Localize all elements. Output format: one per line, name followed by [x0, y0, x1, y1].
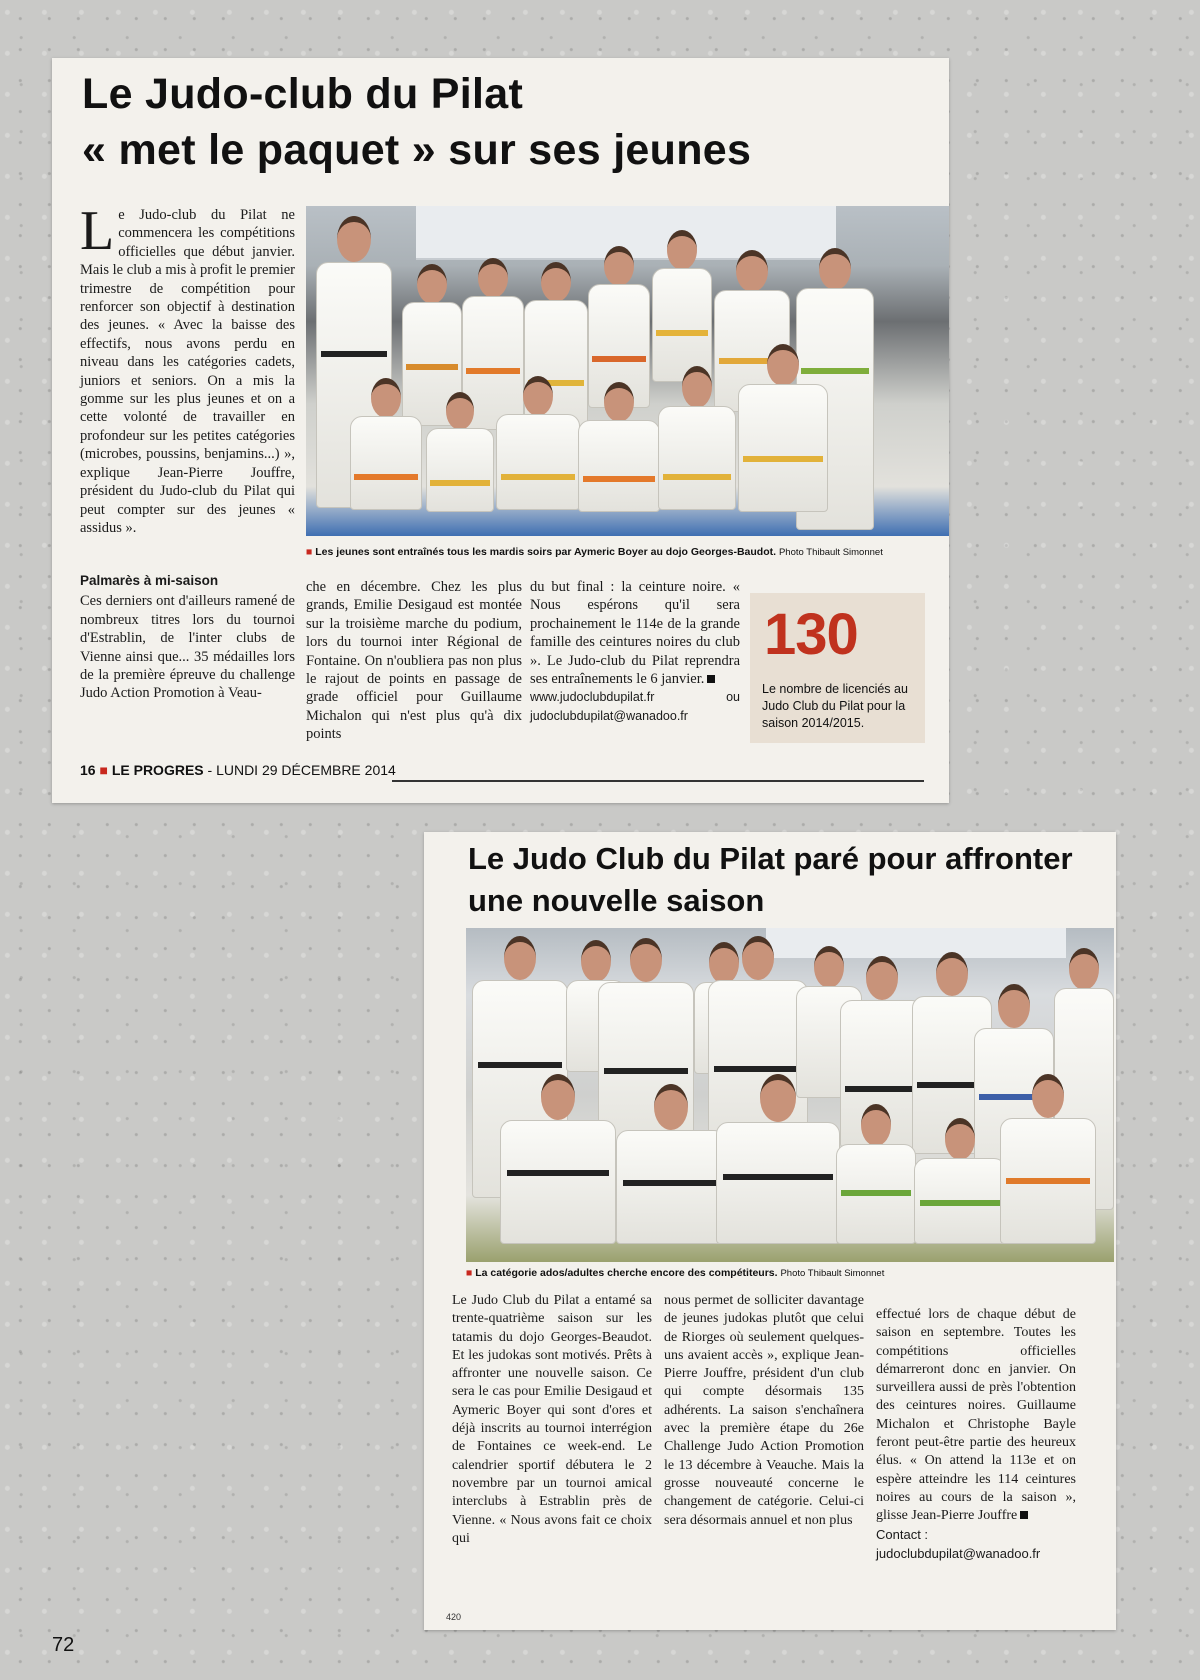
- judoka-figure: [500, 1074, 616, 1242]
- stat-number: 130: [764, 602, 858, 667]
- article2-contact-email: judoclubdupilat@wanadoo.fr: [876, 1545, 1041, 1561]
- footer-date: - LUNDI 29 DÉCEMBRE 2014: [207, 762, 396, 778]
- judoka-figure: [738, 344, 828, 510]
- article1-headline: [82, 66, 751, 178]
- stat-description: Le nombre de licenciés au Judo Club du Pilat pour la saison 2014/2015.: [762, 682, 908, 730]
- article2-small-number: 420: [446, 1612, 462, 1622]
- article1-col3-text: du but final : la ceinture noire. « Nous espérons qu'il sera prochainement le 114e de la grande famille des ceintures noires du club ». Le Judo-club du Pilat reprendra ses entraînements le 6 janvier.: [530, 579, 740, 688]
- article1-intro-text: e Judo-club du Pilat ne commencera les compétitions officielles que début janvier. Mais le club a mis à profit le premier trimestre de compétition pour renforcer son objectif à destination des jeunes. « Avec la baisse des effectifs, nous avons perdu en niveau dans les catégories cadets, juniors et seniors. On a mis la gomme sur les plus jeunes et on a cette volonté de travailler en profondeur sur les petites catégories (microbes, poussins, benjamins...) », explique Jean-Pierre Jouffre, président du Judo-club du Pilat qui peut compter sur des jeunes « assidus ».: [80, 207, 296, 536]
- article2-col2-text: nous permet de solliciter davantage de jeunes judokas plutôt que celui de Riorges où seulement quelques-uns avaient accès », explique Jean-Pierre Jouffre, président d'un club qui compte désormais 135 adhérents. La saison s'enchaînera avec la première étape du 26e Challenge Judo Action Promotion le 13 décembre à Veauche. Mais la grosse nouveauté concerne le changement de catégorie. Celui-ci sera désormais annuel et non plus: [664, 1293, 864, 1528]
- article1-photo-credit: Photo Thibault Simonnet: [778, 547, 883, 558]
- article2-column-2: [664, 1292, 864, 1530]
- article2-caption-text: La catégorie ados/adultes cherche encore des compétiteurs.: [475, 1267, 778, 1279]
- judoka-figure: [496, 376, 580, 508]
- newspaper-clipping-1: [52, 58, 949, 803]
- judoka-figure: [658, 366, 736, 508]
- newspaper-clipping-2: [424, 832, 1116, 1630]
- article2-headline-line2: une nouvelle saison: [468, 883, 765, 918]
- judoka-figure: [716, 1074, 840, 1242]
- article1-group-photo: [306, 206, 949, 536]
- article1-dropcap: L: [80, 200, 115, 262]
- article1-column-1: [80, 200, 296, 537]
- article2-photo-caption: ■ La catégorie ados/adultes cherche encore des compétiteurs. Photo Thibault Simonnet: [466, 1267, 885, 1279]
- article1-subhead: Palmarès à mi-saison: [80, 573, 219, 588]
- judoka-figure: [914, 1118, 1006, 1242]
- judoka-figure: [578, 382, 660, 510]
- end-mark-icon: [707, 675, 715, 683]
- article2-col1-text: Le Judo Club du Pilat a entamé sa trente-quatrième saison sur les tatamis du dojo Georges-Beaudot. Et les judokas sont motivés. Prêts à affronter une nouvelle saison. Ce sera le cas pour Emilie Desigaud et Aymeric Boyer qui sont d'ores et déjà inscrits au tournoi interrégion de Fontaines ce week-end. Le calendrier sportif débutera le 2 novembre par un tournoi amical interclubs à Estrablin près de Vienne. « Nous avons fait ce choix qui: [452, 1293, 652, 1546]
- judoka-figure: [426, 392, 494, 510]
- article1-column-2: [306, 578, 522, 744]
- footer-page-number: 16: [80, 762, 96, 778]
- article1-col1-text: Ces derniers ont d'ailleurs ramené de nombreux titres lors du tournoi d'Estrablin, de l'inter clubs de Vienne ainsi que... 35 médailles lors de la première épreuve du challenge Judo Action Promotion à Veau-: [80, 593, 295, 702]
- article1-caption-text: Les jeunes sont entraînés tous les mardis soirs par Aymeric Boyer au dojo Georges-Baudot.: [315, 546, 777, 558]
- article1-headline-line1: Le Judo-club du Pilat: [82, 70, 524, 118]
- article1-column-3: [530, 578, 740, 725]
- judoka-figure: [652, 230, 712, 380]
- article2-column-3: [876, 1306, 1076, 1564]
- article2-headline-line1: Le Judo Club du Pilat paré pour affronter: [468, 841, 1073, 876]
- article1-contact-link: www.judoclubdupilat.fr ou judoclubdupilat@wanadoo.fr: [530, 690, 740, 723]
- end-mark-icon: [1020, 1511, 1028, 1519]
- stat-box: [750, 593, 925, 743]
- article1-footer: 16 ■ LE PROGRES - LUNDI 29 DÉCEMBRE 2014: [80, 762, 396, 778]
- article1-col2-text: che en décembre. Chez les plus grands, Emilie Desigaud est montée sur la troisième marche du podium, lors du tournoi inter Régional de Fontaine. On n'oubliera pas non plus le rajout de points en passage de grade officiel pour Guillaume Michalon qui n'est plus qu'à dix points: [306, 579, 522, 743]
- article2-group-photo: [466, 928, 1114, 1262]
- footer-newspaper-name: LE PROGRES: [111, 762, 204, 778]
- judoka-figure: [1000, 1074, 1096, 1242]
- judoka-figure: [836, 1104, 916, 1242]
- footer-rule: [392, 780, 924, 782]
- article1-photo-caption: ■ Les jeunes sont entraînés tous les mardis soirs par Aymeric Boyer au dojo Georges-Baudot. Photo Thibault Simonnet: [306, 546, 883, 558]
- judoka-figure: [350, 378, 422, 508]
- article2-column-1: [452, 1292, 652, 1548]
- page-number: 72: [52, 1634, 75, 1656]
- article2-headline: [468, 838, 1073, 922]
- article2-photo-credit: Photo Thibault Simonnet: [780, 1268, 885, 1279]
- article1-column-1b: [80, 558, 295, 703]
- article2-col3-text: effectué lors de chaque début de saison en septembre. Toutes les compétitions officielles démarreront donc en janvier. On surveillera aussi de près l'obtention des ceintures noires. Guillaume Michalon et Christophe Bayle feront peut-être partie des heureux élus. « On attend la 113e et on espère atteindre les 114 ceintures noires au cours de la saison », glisse Jean-Pierre Jouffre: [876, 1307, 1076, 1524]
- judoka-figure: [616, 1084, 726, 1242]
- article2-contact-label: Contact :: [876, 1526, 929, 1542]
- article1-headline-line2: « met le paquet » sur ses jeunes: [82, 126, 752, 174]
